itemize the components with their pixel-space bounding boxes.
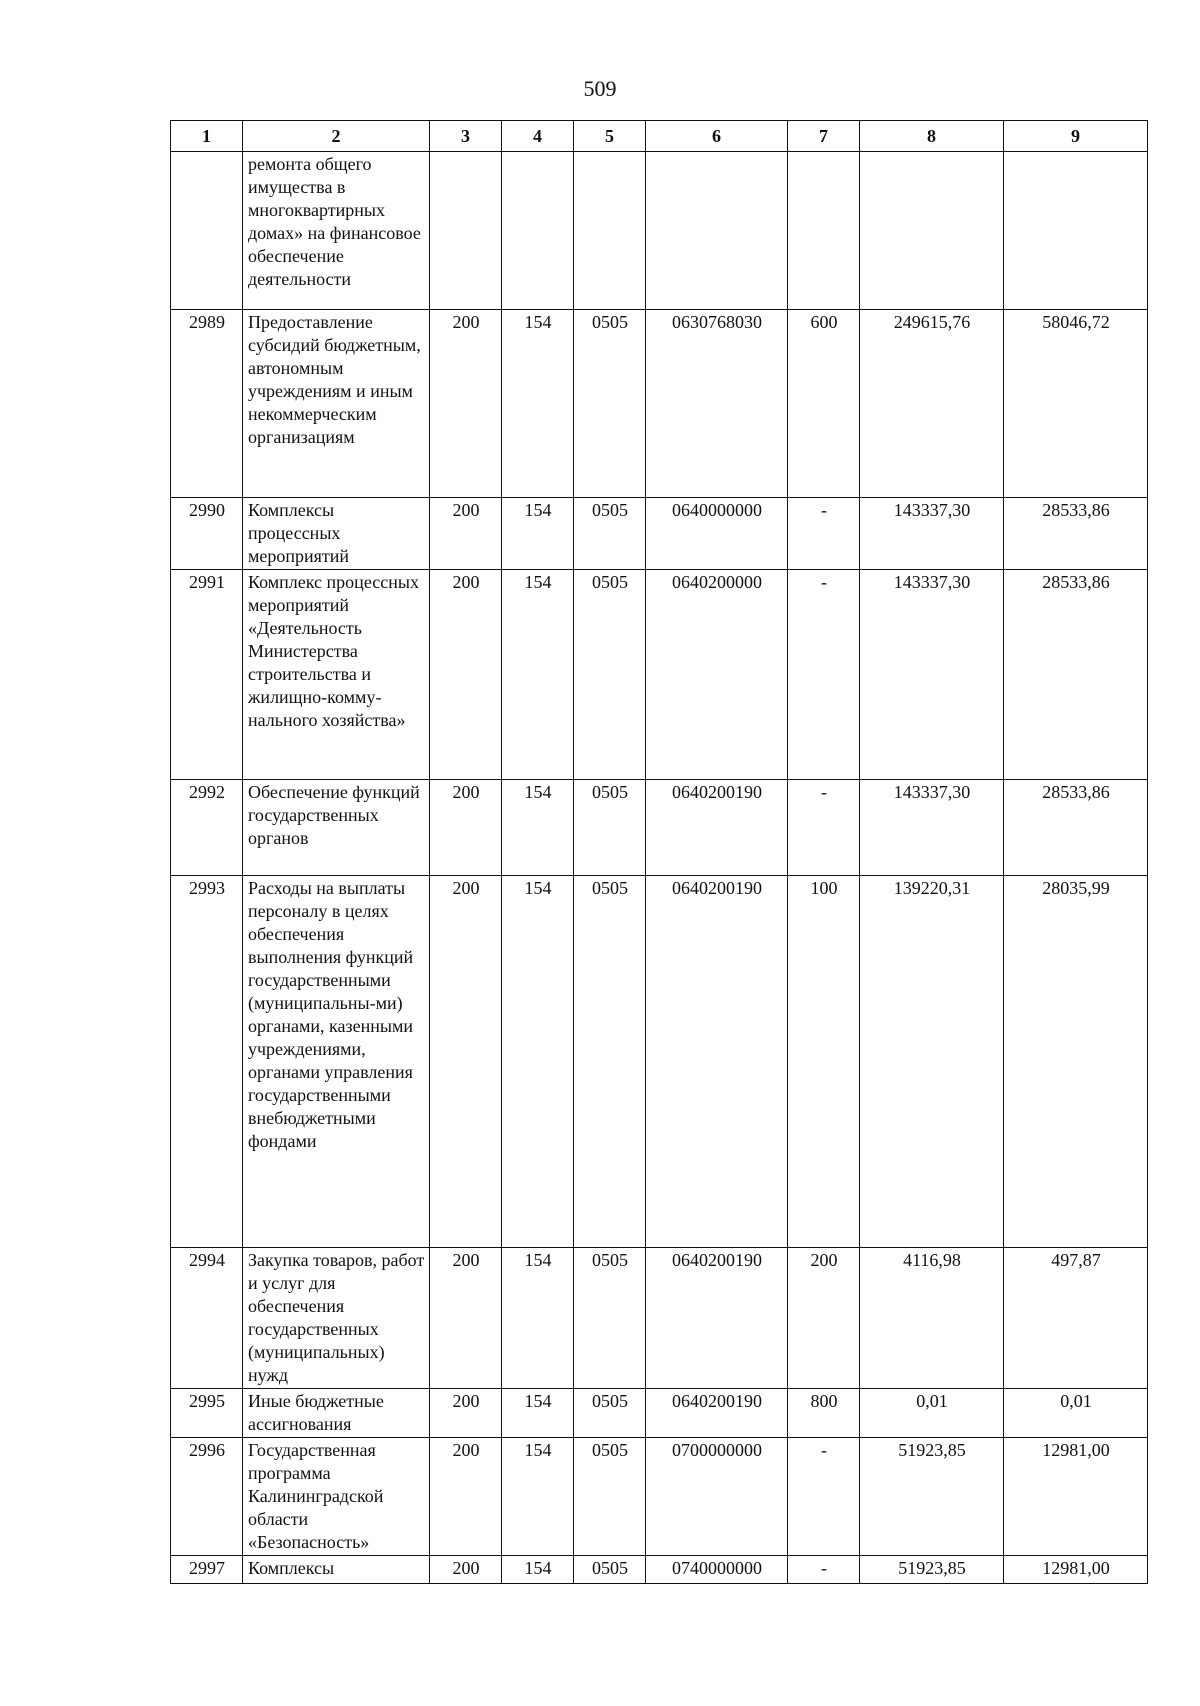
code-cell: 154 (502, 498, 574, 570)
column-header: 7 (788, 121, 860, 152)
page-number: 509 (583, 76, 617, 101)
code-cell: 0640200190 (646, 780, 788, 876)
code-cell: 0640000000 (646, 498, 788, 570)
code-cell: 154 (502, 1438, 574, 1556)
row-number-cell: 2993 (171, 876, 243, 1248)
item-name-cell: Государственная программа Калининградской области «Безопасность» (243, 1438, 430, 1556)
amount-cell: 12981,00 (1004, 1556, 1148, 1584)
amount-cell: 143337,30 (860, 498, 1004, 570)
amount-cell (860, 152, 1004, 310)
code-cell: 154 (502, 1556, 574, 1584)
code-cell: 200 (430, 1556, 502, 1584)
header-row (171, 121, 1148, 152)
code-cell: 0505 (574, 1438, 646, 1556)
row-number-cell: 2989 (171, 310, 243, 498)
code-cell: 0740000000 (646, 1556, 788, 1584)
code-cell: 200 (430, 310, 502, 498)
item-name-cell: Обеспечение функций государственных органов (243, 780, 430, 876)
code-cell: 800 (788, 1389, 860, 1438)
code-cell: 154 (502, 1248, 574, 1389)
code-cell: 200 (430, 780, 502, 876)
amount-cell: 51923,85 (860, 1438, 1004, 1556)
amount-cell: 0,01 (860, 1389, 1004, 1438)
table-row (171, 780, 1148, 876)
code-cell: 154 (502, 780, 574, 876)
amount-cell: 143337,30 (860, 780, 1004, 876)
amount-cell: 28533,86 (1004, 780, 1148, 876)
code-cell: 0505 (574, 780, 646, 876)
code-cell: 100 (788, 876, 860, 1248)
code-cell: 200 (430, 1438, 502, 1556)
code-cell: 154 (502, 876, 574, 1248)
code-cell: 0505 (574, 310, 646, 498)
code-cell: 0700000000 (646, 1438, 788, 1556)
code-cell: 200 (430, 1248, 502, 1389)
code-cell: 154 (502, 570, 574, 780)
amount-cell: 28035,99 (1004, 876, 1148, 1248)
budget-table (170, 120, 1148, 1584)
code-cell: 200 (430, 498, 502, 570)
code-cell (574, 152, 646, 310)
table-row (171, 570, 1148, 780)
table-row (171, 1248, 1148, 1389)
code-cell (430, 152, 502, 310)
item-name-cell: Комплексы процессных мероприятий (243, 498, 430, 570)
item-name-cell: Комплексы (243, 1556, 430, 1584)
table-row (171, 498, 1148, 570)
amount-cell: 58046,72 (1004, 310, 1148, 498)
code-cell: 0640200190 (646, 1248, 788, 1389)
amount-cell: 143337,30 (860, 570, 1004, 780)
code-cell: 0505 (574, 1556, 646, 1584)
code-cell: 0640200190 (646, 1389, 788, 1438)
amount-cell: 139220,31 (860, 876, 1004, 1248)
column-header: 5 (574, 121, 646, 152)
code-cell: 0505 (574, 1389, 646, 1438)
code-cell: 0640200000 (646, 570, 788, 780)
code-cell: - (788, 1438, 860, 1556)
table-row (171, 1389, 1148, 1438)
code-cell: 0505 (574, 570, 646, 780)
column-header: 2 (243, 121, 430, 152)
amount-cell: 28533,86 (1004, 498, 1148, 570)
code-cell: 200 (430, 570, 502, 780)
code-cell: 0505 (574, 498, 646, 570)
table-row (171, 310, 1148, 498)
item-name-cell: Расходы на выплаты персоналу в целях обеспечения выполнения функций государственными (муниципальны-ми) органами, казенными учреждениями, органами управления государственными внебюджетными фондами (243, 876, 430, 1248)
item-name-cell: Комплекс процессных мероприятий «Деятельность Министерства строительства и жилищно-комму-нального хозяйства» (243, 570, 430, 780)
code-cell (788, 152, 860, 310)
column-header: 1 (171, 121, 243, 152)
code-cell: 0505 (574, 876, 646, 1248)
row-number-cell: 2997 (171, 1556, 243, 1584)
column-header: 9 (1004, 121, 1148, 152)
amount-cell: 4116,98 (860, 1248, 1004, 1389)
amount-cell: 497,87 (1004, 1248, 1148, 1389)
code-cell (502, 152, 574, 310)
table-row (171, 876, 1148, 1248)
code-cell: 0630768030 (646, 310, 788, 498)
row-number-cell: 2991 (171, 570, 243, 780)
code-cell: 600 (788, 310, 860, 498)
amount-cell (1004, 152, 1148, 310)
code-cell: - (788, 780, 860, 876)
item-name-cell: ремонта общего имущества в многоквартирных домах» на финансовое обеспечение деятельности (243, 152, 430, 310)
code-cell: 0505 (574, 1248, 646, 1389)
code-cell: - (788, 498, 860, 570)
code-cell: 200 (430, 876, 502, 1248)
item-name-cell: Предоставление субсидий бюджетным, автономным учреждениям и иным некоммерческим организациям (243, 310, 430, 498)
column-header: 8 (860, 121, 1004, 152)
column-header: 6 (646, 121, 788, 152)
row-number-cell: 2996 (171, 1438, 243, 1556)
amount-cell: 28533,86 (1004, 570, 1148, 780)
amount-cell: 249615,76 (860, 310, 1004, 498)
amount-cell: 12981,00 (1004, 1438, 1148, 1556)
code-cell: 200 (430, 1389, 502, 1438)
code-cell (646, 152, 788, 310)
column-header: 3 (430, 121, 502, 152)
code-cell: 154 (502, 1389, 574, 1438)
row-number-cell: 2995 (171, 1389, 243, 1438)
table-row (171, 152, 1148, 310)
row-number-cell: 2994 (171, 1248, 243, 1389)
table-row (171, 1556, 1148, 1584)
code-cell: - (788, 570, 860, 780)
table-row (171, 1438, 1148, 1556)
code-cell: 200 (788, 1248, 860, 1389)
item-name-cell: Иные бюджетные ассигнования (243, 1389, 430, 1438)
row-number-cell (171, 152, 243, 310)
item-name-cell: Закупка товаров, работ и услуг для обеспечения государственных (муниципальных) нужд (243, 1248, 430, 1389)
row-number-cell: 2992 (171, 780, 243, 876)
code-cell: 154 (502, 310, 574, 498)
code-cell: - (788, 1556, 860, 1584)
row-number-cell: 2990 (171, 498, 243, 570)
amount-cell: 51923,85 (860, 1556, 1004, 1584)
column-header: 4 (502, 121, 574, 152)
code-cell: 0640200190 (646, 876, 788, 1248)
amount-cell: 0,01 (1004, 1389, 1148, 1438)
